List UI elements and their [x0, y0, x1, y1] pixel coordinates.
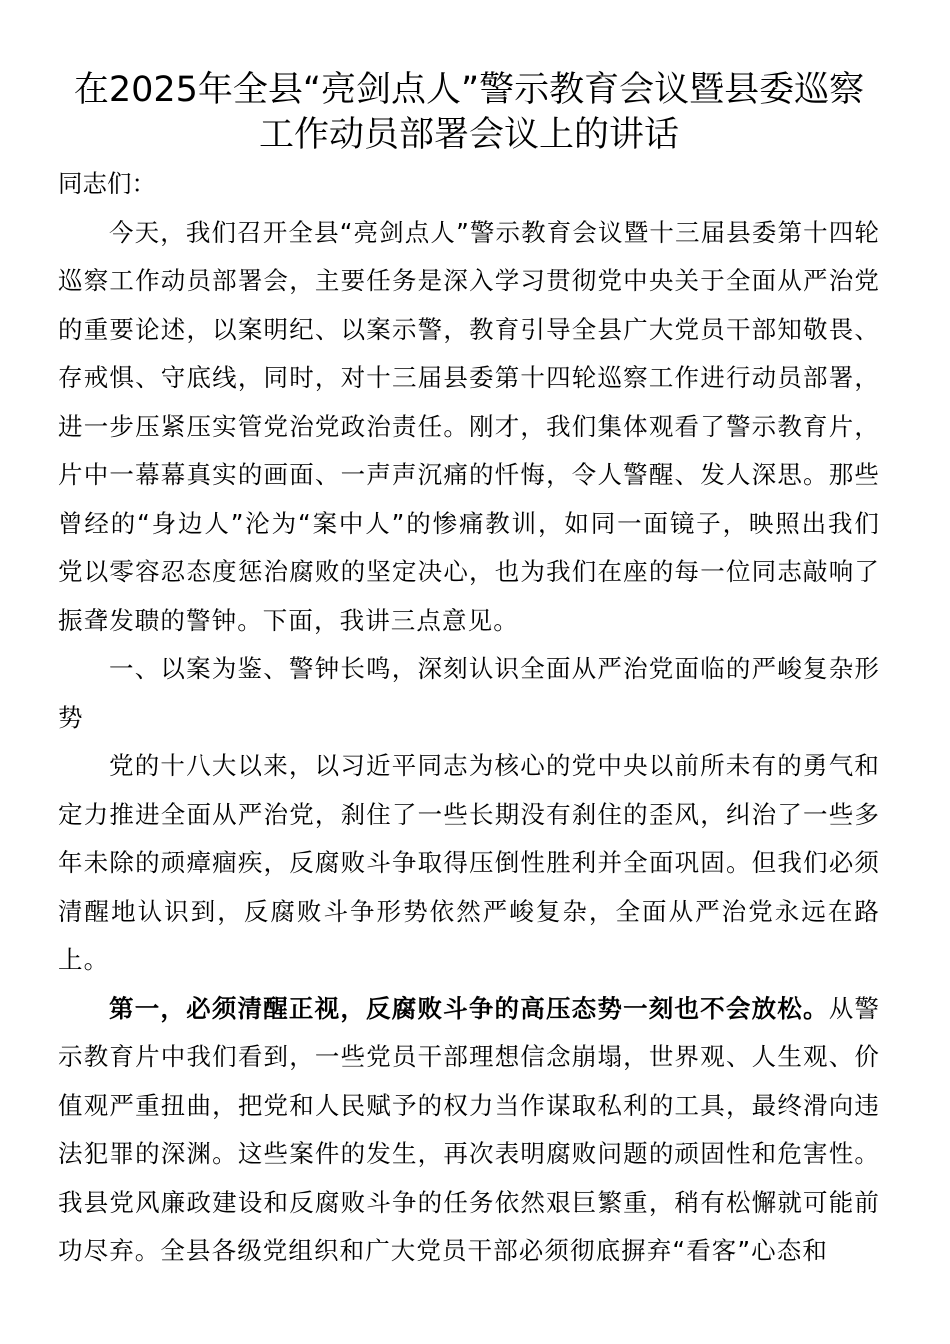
- paragraph-opening: 今天，我们召开全县“亮剑点人”警示教育会议暨十三届县委第十四轮巡察工作动员部署会，主要任务是深入学习贯彻党中央关于全面从严治党的重要论述，以案明纪、以案示警，教育引导全县广大党员干部知敬畏、存戒惧、守底线，同时，对十三届县委第十四轮巡察工作进行动员部署，进一步压紧压实管党治党政治责任。刚才，我们集体观看了警示教育片，片中一幕幕真实的画面、一声声沉痛的忏悔，令人警醒、发人深思。那些曾经的“身边人”沦为“案中人”的惨痛教训，如同一面镜子，映照出我们党以零容忍态度惩治腐败的坚定决心，也为我们在座的每一位同志敲响了振聋发聩的警钟。下面，我讲三点意见。: [58, 217, 880, 635]
- document-title: 在2025年全县“亮剑点人”警示教育会议暨县委巡察工作动员部署会议上的讲话: [73, 70, 865, 155]
- point-1-body: 从警示教育片中我们看到，一些党员干部理想信念崩塌，世界观、人生观、价值观严重扭曲，把党和人民赋予的权力当作谋取私利的工具，最终滑向违法犯罪的深渊。这些案件的发生，再次表明腐败问题的顽固性和危害性。我县党风廉政建设和反腐败斗争的任务依然艰巨繁重，稍有松懈就可能前功尽弃。全县各级党组织和广大党员干部必须彻底摒弃“看客”心态和: [58, 993, 881, 1265]
- section-heading-1: 一、以案为鉴、警钟长鸣，深刻认识全面从严治党面临的严峻复杂形势: [58, 654, 880, 732]
- point-1-lead: 第一，必须清醒正视，反腐败斗争的高压态势一刻也不会放松。: [109, 993, 829, 1023]
- paragraph-background: 党的十八大以来，以习近平同志为核心的党中央以前所未有的勇气和定力推进全面从严治党，刹住了一些长期没有刹住的歪风，纠治了一些多年未除的顽瘴痼疾，反腐败斗争取得压倒性胜利并全面巩固。但我们必须清醒地认识到，反腐败斗争形势依然严峻复杂，全面从严治党永远在路上。: [58, 751, 880, 974]
- salutation: 同志们：: [58, 169, 156, 198]
- paragraph-point-1: [58, 985, 880, 1276]
- document-page: [58, 68, 880, 1276]
